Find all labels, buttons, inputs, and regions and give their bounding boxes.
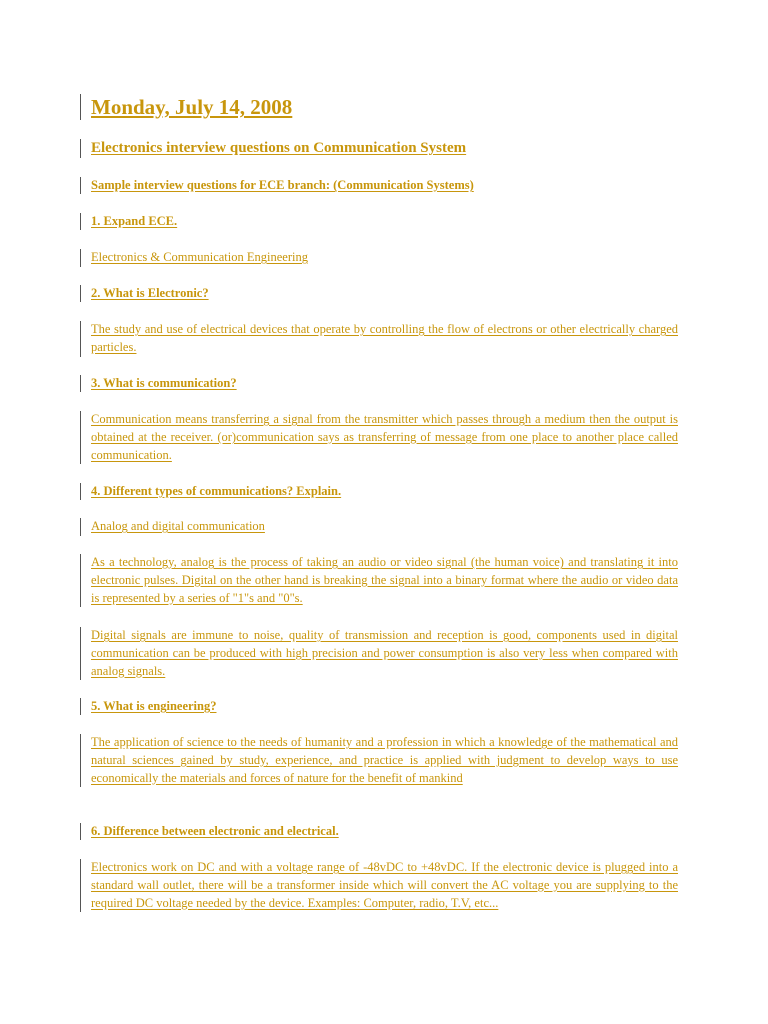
question-6: 6. Difference between electronic and electrical. [80, 823, 678, 840]
question-3: 3. What is communication? [80, 375, 678, 392]
post-title[interactable]: Electronics interview questions on Communication System [80, 139, 678, 158]
question-1: 1. Expand ECE. [80, 213, 678, 230]
question-5: 5. What is engineering? [80, 698, 678, 715]
post-subtitle: Sample interview questions for ECE branch: (Communication Systems) [80, 177, 678, 194]
answer-4-digital: Digital signals are immune to noise, quality of transmission and reception is good, components used in digital communication can be produced with high precision and power consumption is also very less when compared with analog signals. [80, 627, 678, 680]
answer-3: Communication means transferring a signal from the transmitter which passes through a medium then the output is obtained at the receiver. (or)communication says as transferring of message from one place to another place called communication. [80, 411, 678, 464]
question-4: 4. Different types of communications? Explain. [80, 483, 678, 500]
answer-1: Electronics & Communication Engineering [80, 249, 678, 267]
answer-4-intro: Analog and digital communication [80, 518, 678, 536]
question-2: 2. What is Electronic? [80, 285, 678, 302]
answer-5: The application of science to the needs of humanity and a profession in which a knowledge of the mathematical and natural sciences gained by study, experience, and practice is applied with judgment to develop ways to use economically the materials and forces of nature for the benefit of mankind [80, 734, 678, 787]
post-date: Monday, July 14, 2008 [80, 94, 678, 120]
answer-2: The study and use of electrical devices that operate by controlling the flow of electrons or other electrically charged particles. [80, 321, 678, 357]
answer-6: Electronics work on DC and with a voltage range of -48vDC to +48vDC. If the electronic device is plugged into a standard wall outlet, there will be a transformer inside which will convert the AC voltage you are supplying to the required DC voltage needed by the device. Examples: Computer, radio, T.V, etc... [80, 859, 678, 912]
answer-4-analog: As a technology, analog is the process of taking an audio or video signal (the human voice) and translating it into electronic pulses. Digital on the other hand is breaking the signal into a binary format where the audio or video data is represented by a series of "1"s and "0"s. [80, 554, 678, 607]
